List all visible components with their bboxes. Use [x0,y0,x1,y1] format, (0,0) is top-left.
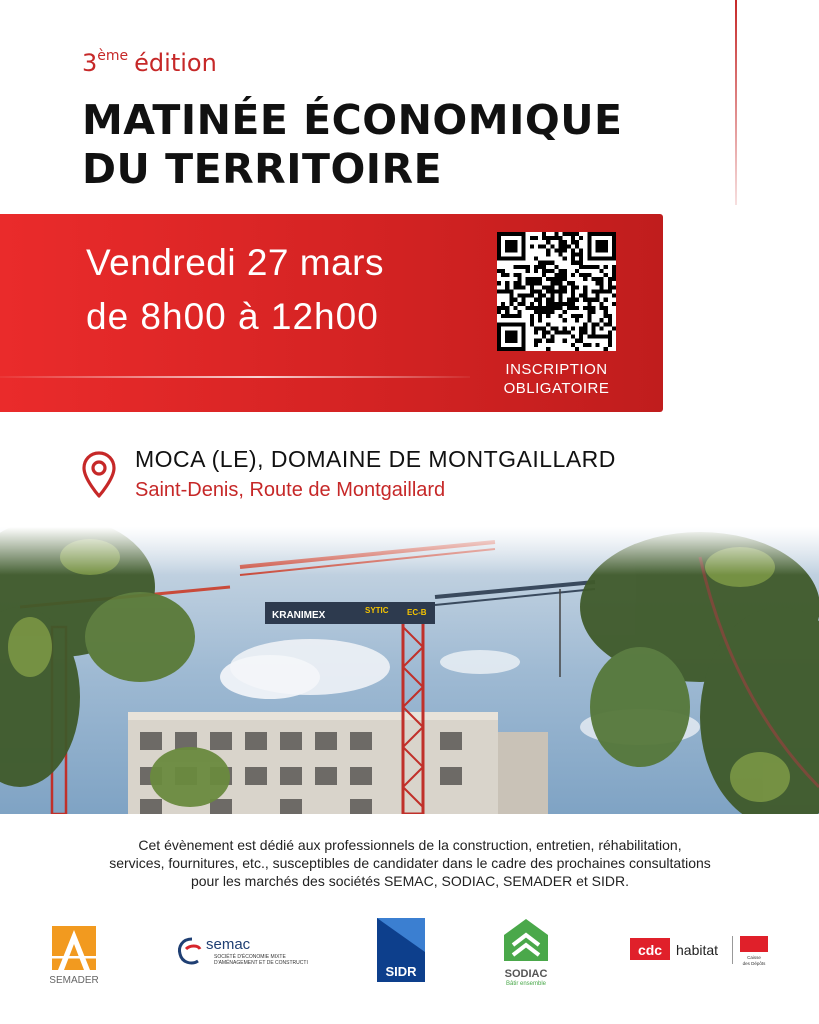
edition-label [82,48,217,77]
sidr-logo [377,918,425,982]
cdc-name: habitat [676,942,719,958]
date-banner [0,214,663,412]
semader-logo-icon [50,926,98,986]
title-line-2: DU TERRITOIRE [82,145,443,193]
decorative-vertical-line [735,0,737,205]
event-time: de 8h00 à 12h00 [86,296,379,337]
venue-address: Saint-Denis, Route de Montgaillard [135,479,446,501]
semac-logo [176,933,308,969]
sodiac-logo [495,915,557,987]
cdc-sub-2: des Dépôts [742,961,766,966]
semac-tagline-2: D'AMÉNAGEMENT ET DE CONSTRUCTION [214,960,308,966]
registration-qr-code[interactable] [497,232,616,351]
qr-caption [480,360,633,398]
title-line-1: MATINÉE ÉCONOMIQUE [82,96,623,144]
event-date: Vendredi 27 mars [86,242,385,283]
description-line-2: services, fournitures, etc., susceptibles de candidater dans le cadre des prochaines consultations [109,855,711,871]
venue-name: MOCA (LE), DOMAINE DE MONTGAILLARD [135,446,616,472]
sidr-name: SIDR [385,964,417,979]
edition-word: édition [134,49,217,77]
sodiac-tagline: Bâtir ensemble [505,981,547,987]
sidr-logo-icon [377,918,425,982]
semader-logo [50,926,98,986]
cdc-habitat-logo-icon [630,934,772,968]
semac-name: semac [206,936,251,953]
crane-label-1: KRANIMEX [272,610,326,621]
cdc-habitat-logo [630,934,772,968]
banner-divider [0,376,470,378]
cdc-sub-1: Caisse [747,955,761,960]
construction-photo [0,527,819,814]
event-title [82,96,623,194]
photo-fade [0,527,819,575]
sodiac-logo-icon [495,915,557,987]
cdc-mark: cdc [637,942,663,958]
edition-ordinal: 3 [82,49,98,77]
crane-label-3: EC-B [407,608,427,617]
semac-logo-icon [176,933,308,969]
description-line-1: Cet évènement est dédié aux professionnels de la construction, entretien, réhabilitation, [138,837,682,853]
semader-logo-text: SEMADER [50,975,98,986]
map-pin-icon [81,451,117,499]
crane-label-2: SYTIC [365,606,389,615]
event-description [60,836,760,890]
semac-tagline-1: SOCIÉTÉ D'ÉCONOMIE MIXTE [214,954,286,960]
qr-caption-line-1: INSCRIPTION [505,361,608,378]
sodiac-name: SODIAC [504,968,548,980]
qr-caption-line-2: OBLIGATOIRE [503,380,610,397]
description-line-3: pour les marchés des sociétés SEMAC, SODIAC, SEMADER et SIDR. [190,873,630,889]
qr-code-icon [497,232,616,351]
edition-suffix: ème [97,48,129,64]
